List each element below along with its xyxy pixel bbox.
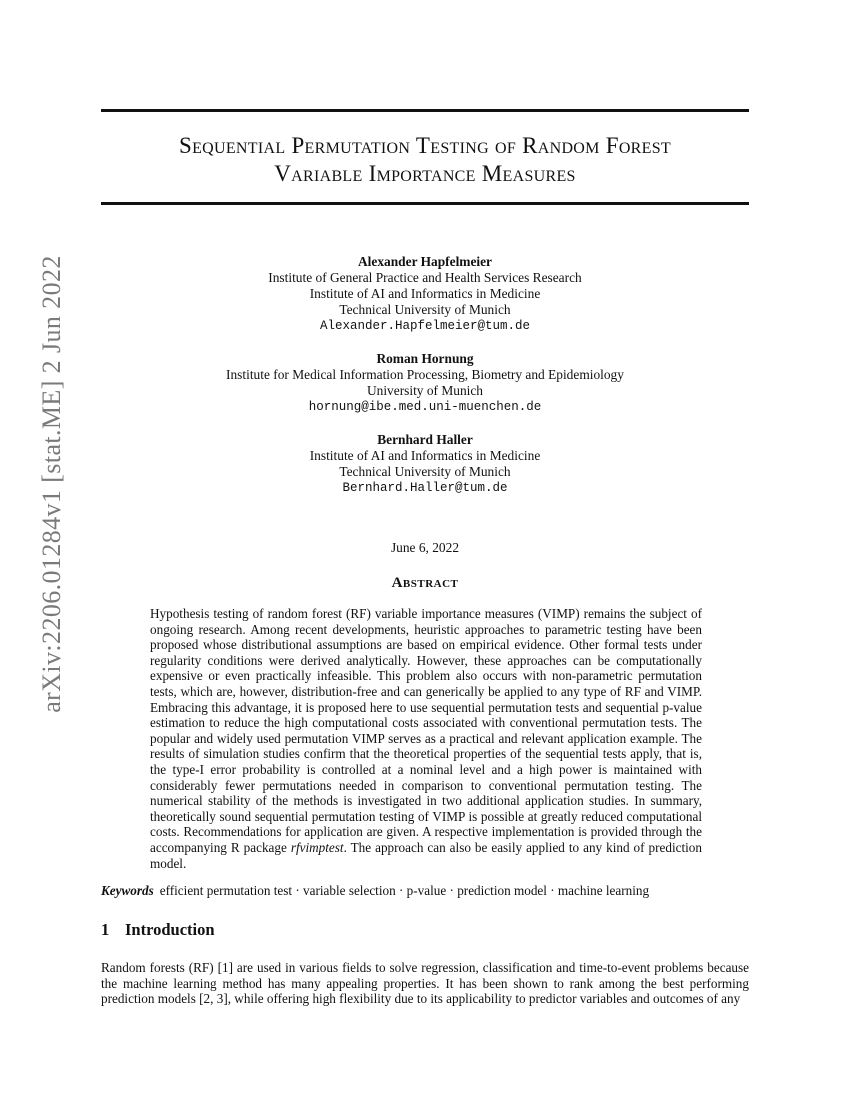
author-name: Roman Hornung — [376, 351, 474, 366]
paper-title — [101, 132, 749, 188]
author-affiliation: Institute of AI and Informatics in Medicine — [309, 448, 541, 463]
author-block — [101, 432, 749, 496]
author-list — [101, 254, 749, 513]
author-affiliation: University of Munich — [366, 383, 484, 398]
author-affiliation: Technical University of Munich — [339, 464, 511, 479]
author-email[interactable]: Bernhard.Haller@tum.de — [342, 481, 508, 495]
author-email[interactable]: Alexander.Hapfelmeier@tum.de — [319, 319, 531, 333]
abstract-text — [150, 606, 702, 871]
title-rule-bottom — [101, 202, 749, 205]
keywords-text: efficient permutation test · variable selection · p-value · prediction model · machine learning — [159, 883, 650, 898]
section-number: 1 — [101, 920, 110, 939]
author-block — [101, 254, 749, 334]
author-affiliation: Technical University of Munich — [339, 302, 511, 317]
author-name: Alexander Hapfelmeier — [358, 254, 492, 269]
introduction-text: Random forests (RF) [1] are used in various fields to solve regression, classification and time-to-event problems because the machine learning method has many appealing properties. It has been shown to rank among the best performing prediction models [2, 3], while offering high flexibility due to its applicability to predictor variables and outcomes of any — [101, 960, 749, 1007]
section-heading-introduction — [101, 920, 215, 940]
keywords-label: Keywords — [101, 883, 154, 898]
abstract-text-end: . The approach can also be easily applied to any kind of prediction model. — [150, 839, 702, 871]
keywords-line — [101, 883, 749, 899]
author-name: Bernhard Haller — [377, 432, 473, 447]
author-affiliation: Institute of General Practice and Health Services Research — [268, 270, 582, 285]
abstract-heading: Abstract — [391, 575, 459, 591]
abstract-text-main: Hypothesis testing of random forest (RF) variable importance measures (VIMP) remains the subject of ongoing research. Among recent developments, heuristic approaches to parametric testing have been proposed whose distributional assumptions are based on empirical evidence. Other formal tests under regularity conditions were derived analytically. However, these approaches can be computationally expensive or even practically infeasible. This problem also occurs with non-parametric permutation tests, which are, however, distribution-free and can generically be applied to any type of RF and VIMP. Embracing this advantage, it is proposed here to use sequential permutation tests and sequential p-value estimation to reduce the high computational costs associated with conventional permutation tests. The popular and widely used permutation VIMP serves as a practical and relevant application example. The results of simulation studies confirm that the theoretical properties of the sequential tests apply, that is, the type-I error probability is controlled at a nominal level and a high power is maintained with considerably fewer permutations needed in comparison to conventional permutation testing. The numerical stability of the methods is investigated in two additional application studies. In summary, theoretically sound sequential permutation testing of VIMP is possible at greatly reduced computational costs. Recommendations for application are given. A respective implementation is provided through the accompanying R package — [150, 606, 702, 855]
title-line-1: Sequential Permutation Testing of Random Forest — [178, 133, 671, 158]
arxiv-identifier-stamp: arXiv:2206.01284v1 [stat.ME] 2 Jun 2022 — [37, 255, 66, 713]
title-line-2: Variable Importance Measures — [274, 161, 576, 186]
author-affiliation: Institute for Medical Information Processing, Biometry and Epidemiology — [226, 367, 624, 382]
section-title: Introduction — [125, 920, 215, 939]
package-name: rfvimptest — [290, 839, 344, 855]
title-rule-top — [101, 109, 749, 112]
author-block — [101, 351, 749, 415]
publication-date: June 6, 2022 — [390, 540, 460, 555]
author-affiliation: Institute of AI and Informatics in Medicine — [309, 286, 541, 301]
author-email[interactable]: hornung@ibe.med.uni-muenchen.de — [308, 400, 542, 414]
